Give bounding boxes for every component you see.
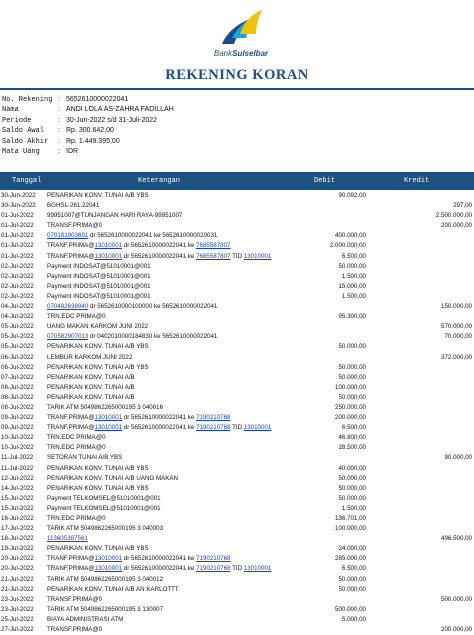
description-text: dr 0402010000184830 ke 5652610000022041 (88, 333, 218, 341)
cell-date: 11-Jul-2022 (1, 464, 34, 472)
description-text: LEMBUR KARKOM JUNI 2022 (47, 353, 133, 361)
cell-description (47, 201, 302, 211)
info-label: Periode (2, 116, 32, 125)
cell-date: 14-Jul-2022 (1, 484, 34, 492)
table-row (0, 443, 474, 453)
cell-description (47, 292, 302, 302)
table-row (0, 484, 474, 494)
table-row (0, 575, 474, 585)
cell-date: 04-Jul-2022 (1, 313, 34, 321)
info-label: Saldo Akhir (2, 137, 49, 146)
info-label: Nama (2, 106, 19, 115)
cell-debit: 6.500,00 (341, 252, 366, 260)
description-text: TRN.EDC PRIMA@0 (47, 444, 106, 452)
cell-kredit: 372.000,00 (441, 353, 472, 361)
table-row (0, 504, 474, 514)
cell-description (47, 413, 302, 423)
description-text: TID (230, 424, 244, 432)
cell-debit: 1.500,00 (341, 272, 366, 280)
cell-debit: 50.000,00 (338, 373, 366, 381)
cell-date: 23-Jul-2022 (1, 605, 34, 613)
cell-debit: 200.000,00 (335, 414, 366, 422)
description-text: PENARIKAN KONV. TUNAI A/B AN KARLOTTT (47, 585, 179, 593)
description-text: TARIK ATM 5049862265000195 3 040003 (47, 525, 164, 533)
cell-debit: 1.500,00 (341, 504, 366, 512)
cell-date: 21-Jul-2022 (1, 585, 34, 593)
info-label: Saldo Awal (2, 127, 45, 136)
cell-debit: 90.092,00 (338, 192, 366, 199)
cell-description (47, 585, 302, 595)
cell-debit: 50.000,00 (338, 494, 366, 502)
description-text: TRANF.PRIMA@ (47, 424, 95, 432)
cell-description (47, 615, 302, 625)
info-value: IDR (66, 147, 79, 155)
description-text: PENARIKAN KONV. TUNAI A/B (47, 393, 135, 401)
cell-debit: 50.000,00 (338, 585, 366, 593)
description-text: TID (230, 565, 244, 573)
cell-kredit: 200.000,00 (441, 626, 472, 634)
reference-link[interactable]: 13010001 (94, 242, 123, 250)
cell-date: 30-Jun-2022 (1, 192, 36, 199)
table-row (0, 534, 474, 544)
description-text: TARIK ATM 5049862265000195 3 040012 (47, 575, 164, 583)
table-row (0, 272, 474, 282)
cell-description (47, 383, 302, 393)
info-label: No. Rekening (2, 96, 53, 104)
cell-description (47, 484, 302, 494)
info-colon: : (58, 116, 60, 124)
reference-link[interactable]: 13010001 (94, 565, 123, 573)
description-text: TID (230, 252, 244, 260)
table-row (0, 322, 474, 332)
cell-date: 21-Jul-2022 (1, 575, 34, 583)
cell-kredit: 200.000,00 (441, 222, 472, 230)
description-text: Payment INDOSAT@51010001@001 (47, 282, 151, 290)
cell-debit: 500.000,00 (335, 605, 366, 613)
description-text: PENARIKAN KONV. TUNAI A/B (47, 373, 135, 381)
cell-description (47, 262, 302, 272)
cell-description (47, 191, 302, 201)
table-row (0, 342, 474, 352)
table-row (0, 201, 474, 211)
cell-kredit: 150.000,00 (441, 303, 472, 311)
info-value: 5652610000022041 (66, 96, 129, 103)
reference-link[interactable]: 13010001 (94, 555, 123, 563)
cell-date: 15-Jul-2022 (1, 494, 34, 502)
cell-kredit: 570.000,00 (441, 323, 472, 331)
table-row (0, 413, 474, 423)
bank-logo-mark-icon (218, 8, 264, 48)
cell-debit: 50.000,00 (338, 393, 366, 401)
reference-link[interactable]: 13010001 (94, 252, 123, 260)
cell-debit: 136.701,00 (335, 515, 366, 522)
cell-debit: 15.000,00 (338, 282, 366, 290)
cell-date: 15-Jul-2022 (1, 504, 34, 512)
table-row (0, 595, 474, 605)
cell-debit: 100.000,00 (335, 525, 366, 533)
cell-date: 23-Jul-2022 (1, 595, 34, 603)
description-text: TRANF.PRIMA@ (47, 242, 95, 250)
table-row (0, 191, 474, 201)
description-text: TRN.EDC PRIMA@0 (47, 313, 106, 321)
description-text: TRANSF.PRIMA@0 (47, 595, 103, 603)
cell-date: 12-Jul-2022 (1, 474, 34, 482)
table-row (0, 585, 474, 595)
cell-description (47, 433, 302, 443)
cell-date: 02-Jul-2022 (1, 292, 34, 300)
description-text: PENARIKAN KONV. TUNAI A/B YBS (47, 192, 149, 199)
cell-description (47, 211, 302, 221)
cell-date: 07-Jul-2022 (1, 373, 34, 381)
description-text: dr 5652610000022041 ke (122, 252, 197, 260)
cell-date: 10-Jul-2022 (1, 444, 34, 452)
description-text: dr 5652610000022041 ke (122, 555, 197, 563)
cell-date: 01-Jul-2022 (1, 212, 34, 220)
reference-link[interactable]: 7685587807 (196, 252, 231, 260)
table-row (0, 423, 474, 433)
table-row (0, 433, 474, 443)
cell-debit: 28.500,00 (338, 444, 366, 452)
col-header-desc: Keterangan (138, 177, 181, 185)
cell-date: 20-Jul-2022 (1, 565, 34, 573)
reference-link[interactable]: 070482638940 (47, 303, 89, 311)
cell-debit: 50.000,00 (338, 343, 366, 351)
description-text: Payment INDOSAT@51010001@001 (47, 292, 151, 300)
table-row (0, 302, 474, 312)
cell-debit: 2.000.000,00 (329, 242, 366, 250)
cell-kredit: 90.000,00 (444, 454, 472, 462)
cell-date: 05-Jul-2022 (1, 333, 34, 341)
cell-description (47, 302, 302, 312)
table-row (0, 292, 474, 302)
cell-date: 02-Jul-2022 (1, 282, 34, 290)
description-text: UANG MAKAN KARKOM JUNI 2022 (47, 323, 149, 331)
cell-date: 01-Jul-2022 (1, 222, 34, 230)
cell-description (47, 403, 302, 413)
reference-link[interactable]: 070181903691 (47, 232, 89, 240)
cell-description (47, 423, 302, 433)
description-text: Payment TELKOMSEL@51010001@001 (47, 504, 161, 512)
cell-debit: 50.000,00 (338, 575, 366, 583)
cell-debit: 400.000,00 (335, 232, 366, 240)
cell-description (47, 332, 302, 342)
cell-date: 16-Jul-2022 (1, 515, 34, 522)
description-text: TRN.EDC PRIMA@0 (47, 434, 106, 442)
cell-debit: 6.500,00 (341, 565, 366, 573)
cell-description (47, 252, 302, 262)
reference-link[interactable]: 7190210768 (196, 414, 231, 422)
cell-description (47, 312, 302, 322)
table-row (0, 514, 474, 524)
cell-debit: 6.500,00 (341, 424, 366, 432)
table-row (0, 453, 474, 463)
info-row (2, 116, 472, 126)
info-colon: : (58, 96, 60, 103)
info-row (2, 126, 472, 136)
info-colon: : (58, 137, 60, 145)
description-text: PENARIKAN KONV. TUNAI A/B (47, 383, 135, 391)
cell-kredit: 70.000,00 (444, 333, 472, 341)
page-title: REKENING KORAN (165, 67, 309, 83)
cell-date: 20-Jul-2022 (1, 555, 34, 563)
reference-link[interactable]: 13010001 (94, 424, 123, 432)
description-text: PENARIKAN KONV. TUNAI A/B YBS (47, 343, 149, 351)
cell-date: 02-Jul-2022 (1, 272, 34, 280)
cell-description (47, 322, 302, 332)
description-text: dr 5652610000022041 ke 5652610000020031 (88, 232, 218, 240)
cell-date: 11-Jul-2022 (1, 454, 34, 462)
description-text: PENARIKAN KONV. TUNAI A/B YBS (47, 464, 149, 472)
cell-debit: 50.000,00 (338, 363, 366, 371)
cell-debit: 50.000,00 (338, 474, 366, 482)
reference-link[interactable]: 13010001 (94, 414, 123, 422)
cell-kredit: 297,00 (453, 202, 472, 210)
cell-debit: 285.000,00 (335, 555, 366, 563)
cell-description (47, 241, 302, 251)
info-colon: : (58, 147, 60, 155)
cell-date: 05-Jul-2022 (1, 323, 34, 331)
cell-date: 02-Jul-2022 (1, 262, 34, 270)
cell-description (47, 342, 302, 352)
description-text: PENARIKAN KONV. TUNAI A/B UANG MAKAN (47, 474, 179, 482)
cell-debit: 50.000,00 (338, 262, 366, 270)
table-row (0, 464, 474, 474)
cell-date: 08-Jul-2022 (1, 403, 34, 411)
table-row (0, 393, 474, 403)
table-row (0, 231, 474, 241)
cell-description (47, 534, 302, 544)
description-text: TRANF.PRIMA@ (47, 414, 95, 422)
cell-date: 25-Jul-2022 (1, 615, 34, 623)
description-text: TARIK ATM 5049862265000195 3 040016 (47, 403, 164, 411)
reference-link[interactable]: 113605387561 (47, 535, 88, 543)
description-text: PENARIKAN KONV. TUNAI A/B YBS (47, 363, 149, 371)
cell-date: 06-Jul-2022 (1, 353, 34, 361)
account-info (2, 95, 472, 157)
reference-link[interactable]: 070582907013 (47, 333, 89, 341)
description-text: TRANF.PRIMA@ (47, 252, 95, 260)
table-row (0, 494, 474, 504)
info-value: Rp. 1.449.395,00 (66, 137, 120, 145)
table-row (0, 564, 474, 574)
bank-logo (196, 8, 286, 60)
description-text: dr 5652610000022041 ke (122, 414, 197, 422)
cell-description (47, 544, 302, 554)
cell-description (47, 393, 302, 403)
cell-date: 06-Jul-2022 (1, 363, 34, 371)
cell-date: 30-Jun-2022 (1, 202, 36, 210)
transactions-table (0, 191, 474, 635)
description-text: SETORAN TUNAI A/B YBS (47, 454, 123, 462)
cell-description (47, 595, 302, 605)
cell-date: 10-Jul-2022 (1, 434, 34, 442)
table-row (0, 615, 474, 625)
info-colon: : (58, 127, 60, 135)
description-text: TRANF.PRIMA@ (47, 565, 95, 573)
cell-date: 01-Jul-2022 (1, 252, 34, 260)
table-row (0, 332, 474, 342)
cell-kredit: 496.500,00 (441, 535, 472, 543)
description-text: TRANF.PRIMA@ (47, 555, 95, 563)
description-text: dr 5652610000100000 ke 5652610000022041 (88, 303, 218, 311)
info-row (2, 147, 472, 157)
table-row (0, 554, 474, 564)
table-row (0, 353, 474, 363)
description-text: BIAYA ADMINISTRASI ATM (47, 615, 124, 623)
cell-description (47, 474, 302, 484)
table-header (0, 172, 474, 190)
cell-description (47, 605, 302, 615)
cell-kredit: 2.500.000,00 (435, 212, 472, 220)
cell-date: 08-Jul-2022 (1, 383, 34, 391)
cell-date: 01-Jul-2022 (1, 232, 34, 240)
info-label: Mata Uang (2, 147, 40, 156)
cell-debit: 46.800,00 (338, 434, 366, 442)
col-header-debit: Debit (314, 177, 336, 185)
col-header-kredit: Kredit (404, 177, 430, 185)
description-text: TRANSF.PRIMA@0 (47, 626, 103, 634)
cell-date: 08-Jul-2022 (1, 393, 34, 401)
table-row (0, 544, 474, 554)
cell-description (47, 221, 302, 231)
table-row (0, 403, 474, 413)
table-row (0, 383, 474, 393)
cell-description (47, 575, 302, 585)
table-row (0, 625, 474, 635)
table-row (0, 282, 474, 292)
table-row (0, 363, 474, 373)
description-text: 99951007@TUNJANGAN HARI RAYA-99951007 (47, 212, 183, 220)
cell-kredit: 500.000,00 (441, 595, 472, 603)
cell-description (47, 231, 302, 241)
cell-date: 18-Jul-2022 (1, 535, 34, 543)
cell-description (47, 464, 302, 474)
cell-debit: 100.000,00 (335, 383, 366, 391)
cell-date: 17-Jul-2022 (1, 525, 34, 533)
reference-link[interactable]: 13010001 (243, 565, 272, 573)
info-value: ANDI LOLA AS-ZAHRA FADILLAH (66, 106, 174, 114)
cell-description (47, 564, 302, 574)
table-row (0, 252, 474, 262)
info-colon: : (58, 106, 60, 114)
cell-description (47, 514, 302, 524)
cell-description (47, 453, 302, 463)
description-text: PENARIKAN KONV. TUNAI A/B YBS (47, 484, 149, 492)
description-text: Payment INDOSAT@51010001@001 (47, 272, 151, 280)
info-value: 30-Jun-2022 s/d 31-Juli-2022 (66, 116, 158, 124)
info-row (2, 105, 472, 115)
description-text: TRN.EDC PRIMA@0 (47, 515, 106, 522)
cell-date: 04-Jul-2022 (1, 303, 34, 311)
cell-debit: 250.000,00 (335, 403, 366, 411)
reference-link[interactable]: 7190210768 (196, 565, 231, 573)
cell-description (47, 272, 302, 282)
cell-description (47, 524, 302, 534)
cell-description (47, 282, 302, 292)
cell-description (47, 353, 302, 363)
table-row (0, 605, 474, 615)
description-text: BGHSL-261.22041 (47, 202, 100, 210)
cell-date: 09-Jul-2022 (1, 424, 34, 432)
table-row (0, 373, 474, 383)
cell-debit: 50.000,00 (338, 484, 366, 492)
info-value: Rp. 300.642,00 (66, 127, 114, 135)
col-header-date: Tanggal (12, 177, 42, 185)
cell-date: 27-Jul-2022 (1, 626, 34, 634)
cell-description (47, 443, 302, 453)
cell-debit: 40.000,00 (338, 464, 366, 472)
title-divider (0, 88, 474, 90)
table-row (0, 221, 474, 231)
cell-description (47, 494, 302, 504)
cell-debit: 95.300,00 (338, 313, 366, 321)
table-row (0, 241, 474, 251)
cell-date: 19-Jul-2022 (1, 545, 34, 553)
cell-date: 05-Jul-2022 (1, 343, 34, 351)
description-text: dr 5652610000022041 ke (122, 242, 197, 250)
cell-date: 01-Jul-2022 (1, 242, 34, 250)
reference-link[interactable]: 13010001 (243, 252, 272, 260)
info-row (2, 137, 472, 147)
table-row (0, 524, 474, 534)
description-text: Payment TELKOMSEL@51010001@001 (47, 494, 161, 502)
reference-link[interactable]: 7190210768 (196, 424, 231, 432)
reference-link[interactable]: 13010001 (243, 424, 272, 432)
cell-description (47, 625, 302, 635)
description-text: dr 5652610000022041 ke (122, 565, 197, 573)
description-text: PENARIKAN KONV. TUNAI A/B YBS (47, 545, 149, 553)
table-row (0, 211, 474, 221)
info-row (2, 95, 472, 105)
cell-description (47, 363, 302, 373)
table-row (0, 312, 474, 322)
cell-debit: 5.000,00 (341, 615, 366, 623)
description-text: TRANSF.PRIMA@0 (47, 222, 103, 230)
cell-description (47, 373, 302, 383)
cell-debit: 24.000,00 (338, 545, 366, 553)
reference-link[interactable]: 7190210768 (196, 555, 231, 563)
table-row (0, 474, 474, 484)
description-text: Payment INDOSAT@51010001@001 (47, 262, 151, 270)
cell-description (47, 554, 302, 564)
reference-link[interactable]: 7685587807 (196, 242, 231, 250)
description-text: TARIK ATM 5049862265000195 3 130007 (47, 605, 164, 613)
cell-date: 09-Jul-2022 (1, 414, 34, 422)
bank-logo-text: BankSulselbar (213, 49, 269, 58)
cell-debit: 1.500,00 (341, 292, 366, 300)
cell-description (47, 504, 302, 514)
table-row (0, 262, 474, 272)
description-text: dr 5652610000022041 ke (122, 424, 197, 432)
